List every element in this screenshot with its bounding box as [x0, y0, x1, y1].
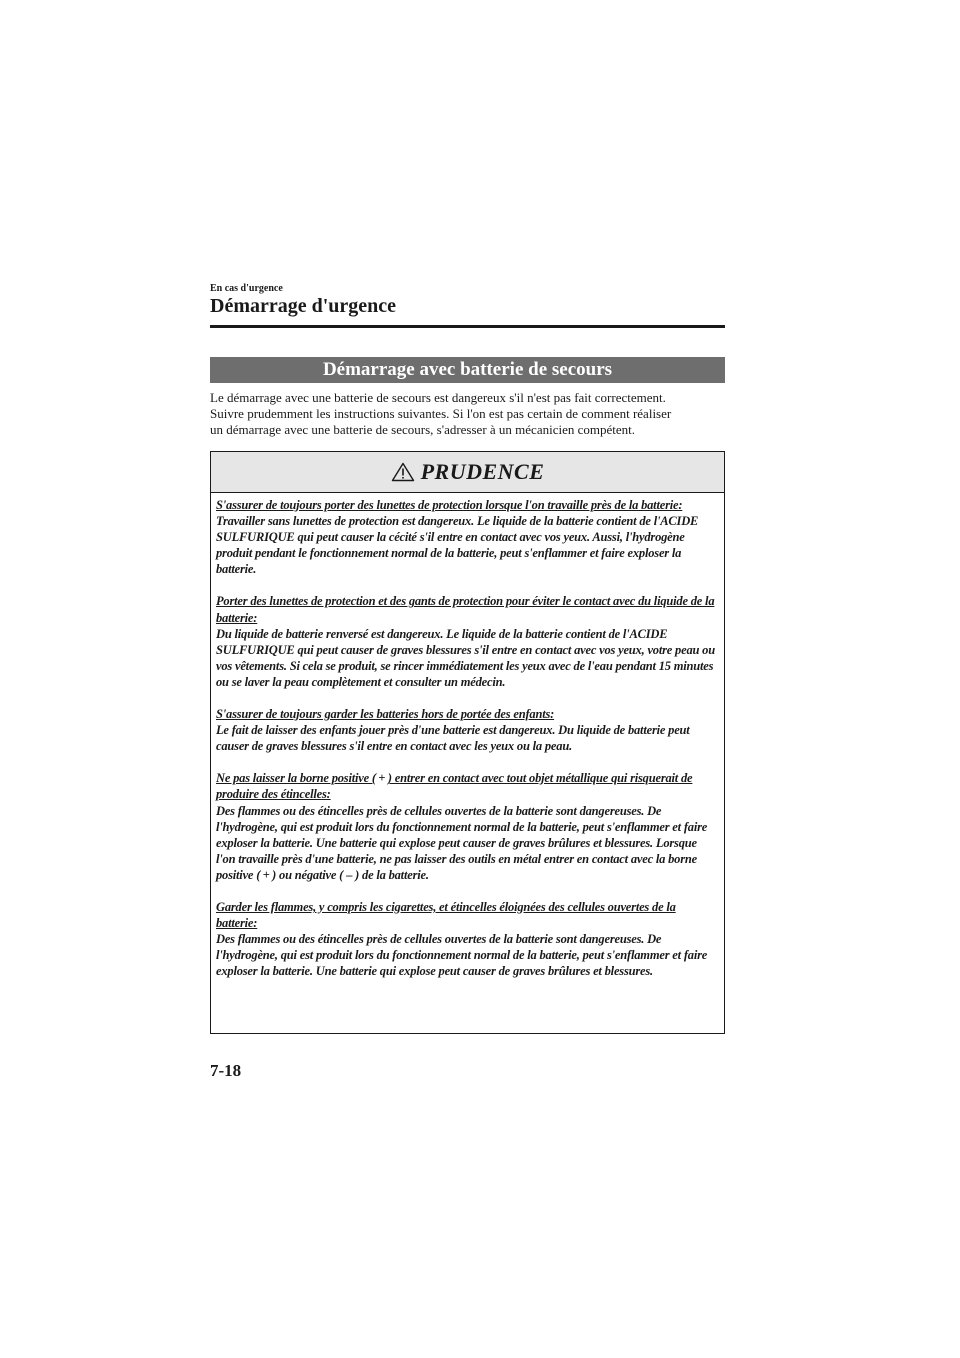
caution-item-heading: S'assurer de toujours porter des lunettes de protection lorsque l'on travaille près de la batterie:: [216, 498, 683, 512]
text-part: Des flammes ou des étincelles près de cellules ouvertes de la batterie sont dangereuses. De l'hydrogène, qui est produit lors du fonctionnement normal de la batterie, peut s'enflammer et faire exploser la batterie. Une batterie qui explose peut causer de graves brûlures et blessures. Lorsque l'on travaille près d'une batterie, ne pas laisser des outils en métal entrer en contact avec la borne positive (: [216, 803, 708, 882]
caution-item-heading: [216, 770, 718, 802]
caution-item-heading: Porter des lunettes de protection et des gants de protection pour éviter le contact avec du liquide de la batterie:: [216, 594, 715, 625]
caution-item-heading: S'assurer de toujours garder les batteries hors de portée des enfants:: [216, 707, 555, 722]
caution-title: PRUDENCE: [420, 459, 545, 484]
caution-item-text: Du liquide de batterie renversé est dangereux. Le liquide de la batterie contient de l'ACIDE SULFURIQUE qui peut causer de graves blessures s'il entre en contact avec vos yeux, votre peau ou vos vêtements. Si cela se produit, se rincer immédiatement les yeux avec de l'eau pendant 15 minutes ou se laver la peau complètement et consulter un médecin.: [216, 626, 715, 689]
section-banner: Démarrage avec batterie de secours: [210, 357, 725, 383]
caution-box: [210, 451, 725, 1034]
caution-item-text: [216, 803, 718, 883]
caution-item-heading: Garder les flammes, y compris les cigarettes, et étincelles éloignées des cellules ouvertes de la batterie:: [216, 899, 676, 931]
text-part: ) de la batterie.: [355, 867, 429, 882]
intro-line: Suivre prudemment les instructions suivantes. Si l'on est pas certain de comment réaliser: [210, 406, 672, 421]
text-part: ) ou négative (: [272, 867, 344, 882]
caution-item: [216, 899, 718, 979]
caution-header: [211, 452, 724, 493]
warning-triangle-icon: [391, 462, 415, 482]
heading-rule: [210, 325, 725, 328]
intro-line: un démarrage avec une batterie de secours, s'adresser à un mécanicien compétent.: [210, 422, 636, 437]
plus-symbol: +: [262, 867, 270, 882]
plus-symbol: +: [378, 771, 386, 786]
caution-item-text: Travailler sans lunettes de protection est dangereux. Le liquide de la batterie contient de l'ACIDE SULFURIQUE qui peut causer la cécité s'il entre en contact avec vos yeux. Aussi, l'hydrogène produit pendant le fonctionnement normal de la batterie, peut s'enflammer et faire exploser la batterie.: [216, 514, 699, 577]
page-heading: Démarrage d'urgence: [210, 295, 397, 317]
caution-item-text: Le fait de laisser des enfants jouer près d'une batterie est dangereux. Du liquide de batterie peut causer de graves blessures s'il entre en contact avec les yeux ou la peau.: [216, 723, 690, 754]
caution-item: [216, 593, 718, 690]
caution-item: [216, 770, 718, 883]
intro-paragraph: [210, 390, 730, 438]
page-number: 7-18: [210, 1061, 242, 1080]
caution-item-text: Des flammes ou des étincelles près de cellules ouvertes de la batterie sont dangereuses. De l'hydrogène, qui est produit lors du fonctionnement normal de la batterie, peut s'enflammer et faire exploser la batterie. Une batterie qui explose peut causer de graves brûlures et blessures.: [216, 932, 708, 979]
heading-part: Ne pas laisser la borne positive (: [216, 771, 376, 786]
intro-line: Le démarrage avec une batterie de secours est dangereux s'il n'est pas fait correctement.: [210, 390, 666, 405]
section-label: En cas d'urgence: [210, 283, 283, 294]
minus-symbol: –: [346, 867, 353, 882]
caution-body: [211, 493, 724, 979]
caution-item: [216, 497, 718, 577]
caution-item: [216, 706, 718, 754]
heading-part: ) entrer en contact avec tout objet métallique qui risquerait de produire des étincelles:: [216, 771, 693, 802]
